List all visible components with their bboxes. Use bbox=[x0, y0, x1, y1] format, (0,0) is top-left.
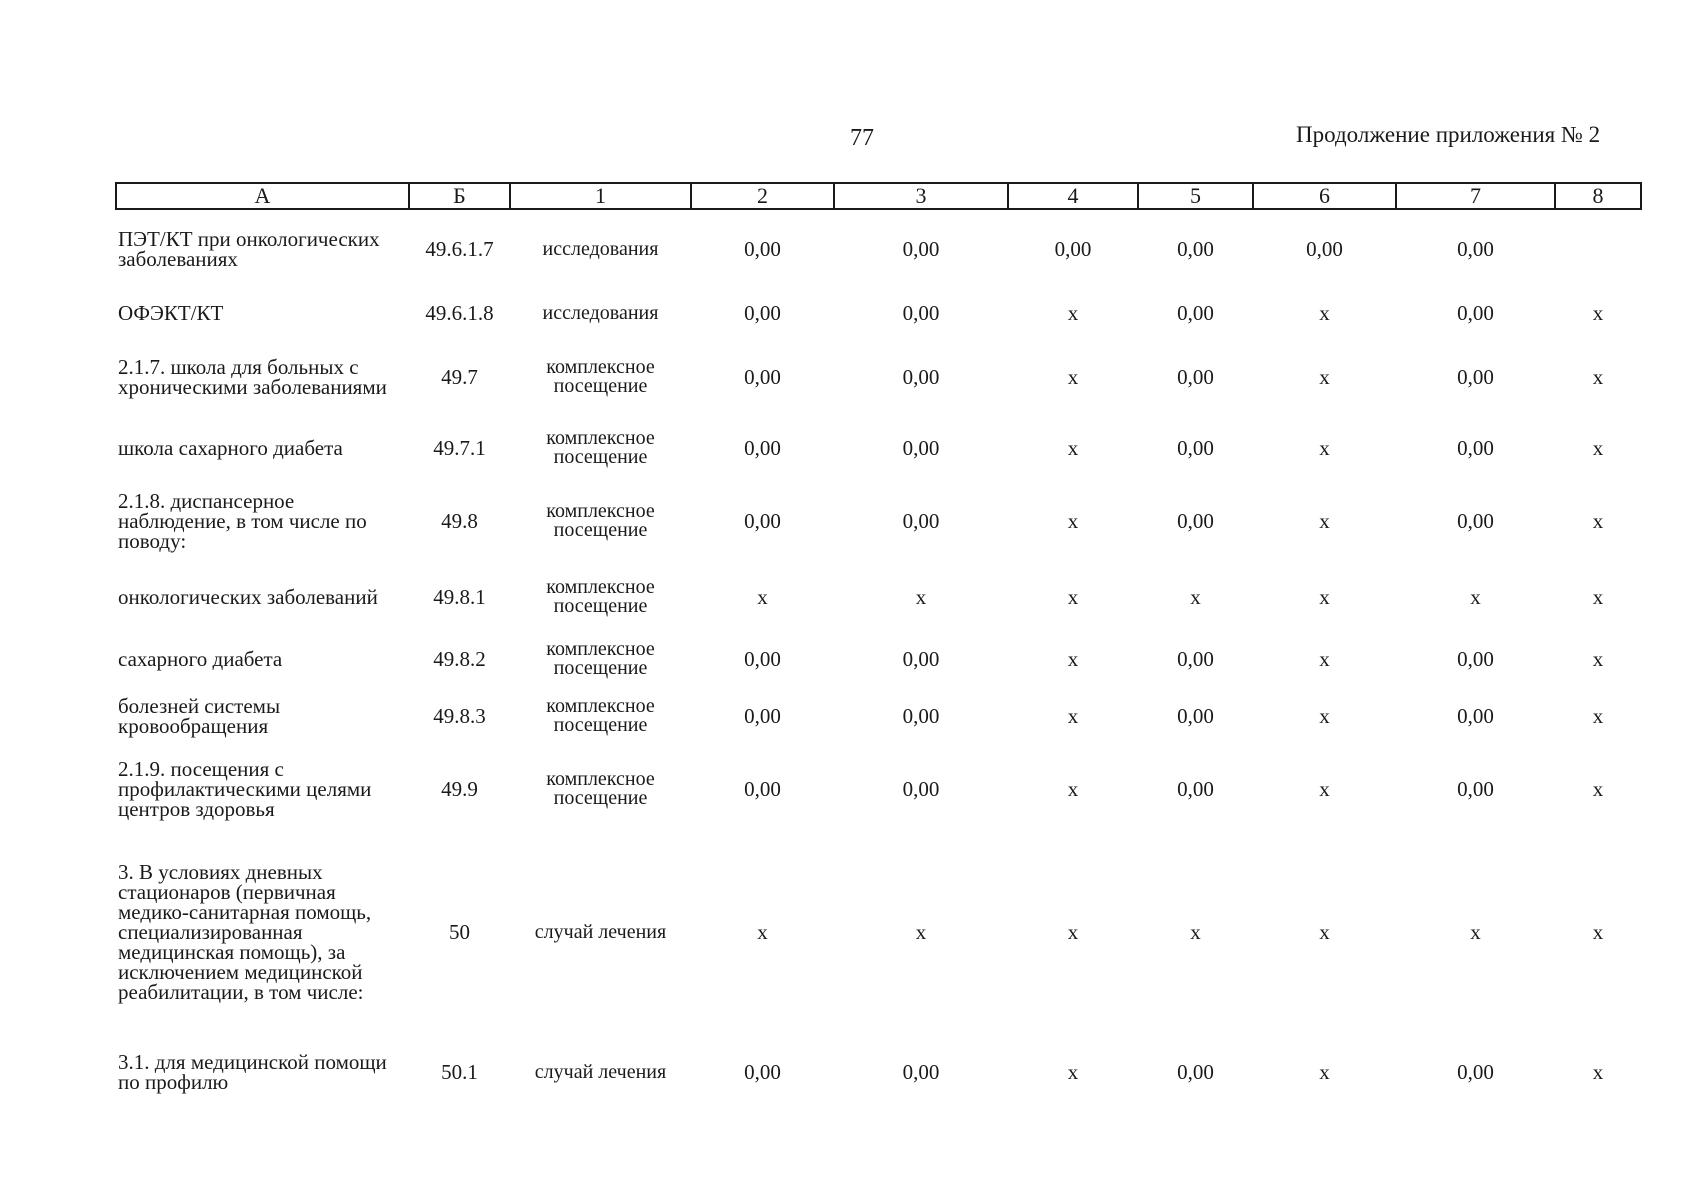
value-cell: 0,00 bbox=[1177, 301, 1214, 325]
value-cell: х bbox=[1319, 585, 1330, 609]
value-cell: х bbox=[915, 920, 927, 944]
value-cell: х bbox=[1067, 509, 1079, 533]
row-unit-cell: комплексное посещение bbox=[546, 695, 655, 736]
value-cell: х bbox=[1067, 777, 1079, 801]
value-cell: 0,00 bbox=[744, 509, 781, 533]
row-name-cell: 3.1. для медицинской помощи по профилю bbox=[118, 1050, 387, 1094]
value-cell: 0,00 bbox=[902, 301, 940, 325]
value-cell: х bbox=[1592, 920, 1604, 944]
value-cell: 0,00 bbox=[1457, 647, 1494, 671]
value-cell: 0,00 bbox=[1177, 704, 1214, 728]
row-unit-cell: комплексное посещение bbox=[546, 638, 655, 679]
value-cell: х bbox=[1592, 301, 1604, 325]
table-row bbox=[116, 746, 1641, 832]
value-cell: х bbox=[1319, 647, 1330, 671]
table-row bbox=[116, 416, 1641, 480]
column-header: 6 bbox=[1253, 183, 1396, 209]
table-row bbox=[116, 288, 1641, 338]
value-cell: х bbox=[1319, 436, 1330, 460]
value-cell: 0,00 bbox=[902, 237, 940, 261]
row-name-cell: 2.1.7. школа для больных с хроническими заболеваниями bbox=[118, 355, 387, 399]
row-name-cell: болезней системы кровообращения bbox=[118, 694, 281, 738]
row-name-cell: онкологических заболеваний bbox=[118, 585, 378, 609]
value-cell: 0,00 bbox=[1457, 777, 1494, 801]
value-cell: 0,00 bbox=[1177, 237, 1214, 261]
row-unit-cell: исследования bbox=[542, 237, 659, 260]
value-cell: 0,00 bbox=[1457, 301, 1494, 325]
value-cell: 0,00 bbox=[1457, 1060, 1494, 1084]
value-cell: 0,00 bbox=[1177, 365, 1214, 389]
header-row bbox=[116, 183, 1641, 209]
row-name-cell: 3. В условиях дневных стационаров (первичная медико-санитарная помощь, специализированная медицинская помощь), за исключением медицинской реабилитации, в том числе: bbox=[118, 860, 372, 1004]
value-cell: х bbox=[1319, 920, 1330, 944]
value-cell: 0,00 bbox=[1177, 777, 1214, 801]
value-cell: 0,00 bbox=[1457, 365, 1494, 389]
value-cell: х bbox=[1067, 920, 1079, 944]
row-name-cell: ПЭТ/КТ при онкологических заболеваниях bbox=[118, 227, 380, 271]
value-cell: 0,00 bbox=[1177, 509, 1214, 533]
value-cell: 0,00 bbox=[744, 237, 781, 261]
table-row bbox=[116, 562, 1641, 632]
value-cell: х bbox=[1190, 585, 1201, 609]
value-cell: х bbox=[1319, 301, 1330, 325]
value-cell: 0,00 bbox=[1177, 647, 1214, 671]
medical-care-volume-table bbox=[115, 182, 1642, 1112]
value-cell: х bbox=[1067, 585, 1079, 609]
value-cell: х bbox=[1319, 509, 1330, 533]
value-cell: 0,00 bbox=[902, 704, 940, 728]
value-cell: х bbox=[1592, 436, 1604, 460]
value-cell: 0,00 bbox=[744, 777, 781, 801]
row-name-cell: 2.1.9. посещения с профилактическими целями центров здоровья bbox=[118, 757, 372, 821]
value-cell: 0,00 bbox=[744, 365, 781, 389]
value-cell: 0,00 bbox=[1306, 237, 1343, 261]
row-name-cell: 2.1.8. диспансерное наблюдение, в том числе по поводу: bbox=[118, 489, 367, 553]
column-header: 2 bbox=[691, 183, 834, 209]
column-header: 3 bbox=[834, 183, 1008, 209]
value-cell: х bbox=[1592, 585, 1604, 609]
column-header: 8 bbox=[1555, 183, 1641, 209]
column-header: 4 bbox=[1008, 183, 1138, 209]
column-header: Б bbox=[409, 183, 510, 209]
table-row bbox=[116, 632, 1641, 686]
column-header: 1 bbox=[510, 183, 691, 209]
value-cell: х bbox=[1067, 365, 1079, 389]
value-cell: х bbox=[1067, 647, 1079, 671]
value-cell: х bbox=[1190, 920, 1201, 944]
row-code-cell: 49.8.1 bbox=[433, 585, 486, 609]
value-cell: 0,00 bbox=[744, 301, 781, 325]
value-cell: 0,00 bbox=[1457, 509, 1494, 533]
value-cell: х bbox=[1592, 647, 1604, 671]
page-number: 77 bbox=[850, 125, 874, 151]
column-header: 7 bbox=[1396, 183, 1555, 209]
value-cell: х bbox=[1319, 777, 1330, 801]
row-code-cell: 49.8 bbox=[441, 509, 478, 533]
value-cell: 0,00 bbox=[902, 365, 940, 389]
value-cell: х bbox=[1319, 365, 1330, 389]
row-code-cell: 50.1 bbox=[441, 1060, 478, 1084]
value-cell: х bbox=[1592, 1060, 1604, 1084]
value-cell: х bbox=[1067, 704, 1079, 728]
row-name-cell: ОФЭКТ/КТ bbox=[118, 301, 224, 325]
table-row bbox=[116, 686, 1641, 746]
table-row bbox=[116, 209, 1641, 288]
row-unit-cell: комплексное посещение bbox=[546, 427, 655, 468]
row-code-cell: 50 bbox=[449, 920, 470, 944]
value-cell: 0,00 bbox=[1457, 704, 1494, 728]
value-cell: х bbox=[757, 920, 768, 944]
value-cell: х bbox=[1592, 704, 1604, 728]
value-cell: 0,00 bbox=[902, 777, 940, 801]
value-cell: х bbox=[1592, 777, 1604, 801]
row-unit-cell: случай лечения bbox=[534, 920, 667, 943]
value-cell: 0,00 bbox=[1457, 237, 1494, 261]
row-unit-cell: комплексное посещение bbox=[546, 356, 655, 397]
column-header: А bbox=[116, 183, 409, 209]
appendix-caption: Продолжение приложения № 2 bbox=[1296, 122, 1601, 147]
value-cell: х bbox=[1067, 1060, 1079, 1084]
row-code-cell: 49.6.1.8 bbox=[425, 301, 494, 325]
value-cell: 0,00 bbox=[744, 436, 781, 460]
value-cell: х bbox=[757, 585, 768, 609]
row-unit-cell: исследования bbox=[542, 301, 659, 324]
value-cell: х bbox=[1470, 585, 1481, 609]
table-row bbox=[116, 1032, 1641, 1112]
row-code-cell: 49.7.1 bbox=[433, 436, 486, 460]
value-cell: 0,00 bbox=[1177, 1060, 1214, 1084]
row-code-cell: 49.8.2 bbox=[433, 647, 486, 671]
table-row bbox=[116, 832, 1641, 1032]
row-code-cell: 49.6.1.7 bbox=[425, 237, 494, 261]
row-unit-cell: комплексное посещение bbox=[546, 576, 655, 617]
row-code-cell: 49.7 bbox=[441, 365, 478, 389]
column-header: 5 bbox=[1138, 183, 1253, 209]
value-cell: 0,00 bbox=[744, 1060, 781, 1084]
value-cell: 0,00 bbox=[744, 647, 781, 671]
value-cell: х bbox=[1592, 365, 1604, 389]
table-row bbox=[116, 338, 1641, 416]
row-unit-cell: комплексное посещение bbox=[546, 768, 655, 809]
value-cell: х bbox=[1319, 1060, 1330, 1084]
value-cell: 0,00 bbox=[1457, 436, 1494, 460]
row-name-cell: школа сахарного диабета bbox=[118, 436, 343, 460]
value-cell bbox=[1555, 209, 1641, 288]
value-cell: 0,00 bbox=[1177, 436, 1214, 460]
row-code-cell: 49.8.3 bbox=[433, 704, 486, 728]
value-cell: 0,00 bbox=[744, 704, 781, 728]
value-cell: 0,00 bbox=[1054, 237, 1092, 261]
value-cell: х bbox=[1067, 436, 1079, 460]
value-cell: х bbox=[1592, 509, 1604, 533]
value-cell: 0,00 bbox=[902, 647, 940, 671]
value-cell: 0,00 bbox=[902, 1060, 940, 1084]
row-name-cell: сахарного диабета bbox=[118, 647, 283, 671]
value-cell: х bbox=[1067, 301, 1079, 325]
row-unit-cell: комплексное посещение bbox=[546, 500, 655, 541]
value-cell: х bbox=[1319, 704, 1330, 728]
row-unit-cell: случай лечения bbox=[534, 1060, 667, 1083]
value-cell: х bbox=[915, 585, 927, 609]
table-row bbox=[116, 480, 1641, 562]
row-code-cell: 49.9 bbox=[441, 777, 478, 801]
value-cell: 0,00 bbox=[902, 436, 940, 460]
value-cell: х bbox=[1470, 920, 1481, 944]
value-cell: 0,00 bbox=[902, 509, 940, 533]
